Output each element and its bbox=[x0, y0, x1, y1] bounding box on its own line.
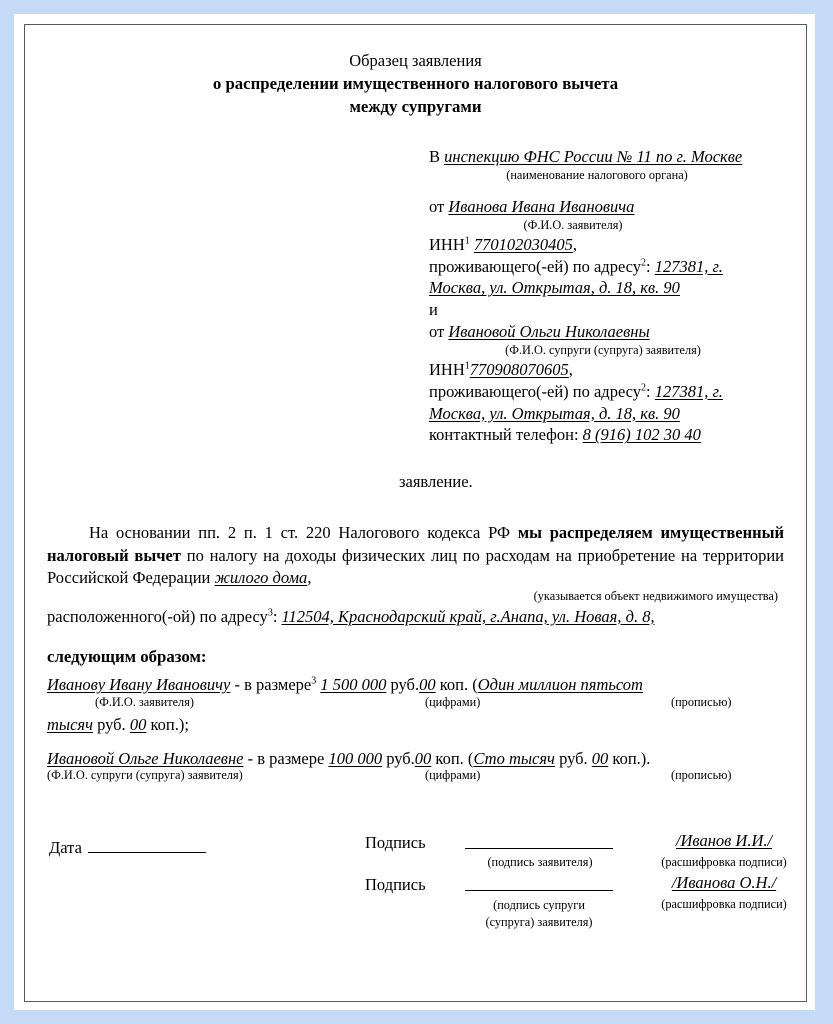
distribution-1-amount-words-2: тысяч bbox=[47, 714, 93, 734]
applicant-inn-value: 770102030405 bbox=[473, 234, 573, 254]
applicant-fio-caption: (Ф.И.О. заявителя) bbox=[523, 218, 623, 233]
distribution-2-captions bbox=[47, 768, 784, 785]
spacer bbox=[429, 183, 807, 196]
applicant-inn-footnote: 1 bbox=[464, 235, 470, 247]
spouse-phone-value: 8 (916) 102 30 40 bbox=[582, 425, 701, 445]
property-address-value: 112504, Краснодарский край, г.Анапа, ул. Новая, д. 8, bbox=[281, 606, 655, 626]
page-title bbox=[47, 51, 784, 117]
signature-blank-spouse[interactable] bbox=[465, 890, 613, 891]
signature-row-spouse bbox=[365, 873, 807, 897]
title-line-2: о распределении имущественного налогового вычета bbox=[212, 74, 619, 93]
signature-label-applicant: Подпись bbox=[365, 833, 426, 853]
distribution-1-dash: - в размере bbox=[230, 675, 312, 695]
applicant-inn-suffix: , bbox=[572, 234, 577, 254]
spouse-fio-caption: (Ф.И.О. супруги (супруга) заявителя) bbox=[505, 343, 701, 358]
distribution-1-caption-words: (прописью) bbox=[671, 694, 732, 709]
statement-word: заявление. bbox=[399, 472, 473, 492]
addressee-authority-value: инспекцию ФНС России № 11 по г. Москве bbox=[444, 147, 743, 166]
spacer bbox=[47, 735, 784, 741]
signature-blank-applicant[interactable] bbox=[465, 848, 613, 849]
distribution-2-caption-words: (прописью) bbox=[671, 768, 732, 783]
distribution-1-amount-digits: 1 500 000 bbox=[320, 675, 387, 695]
applicant-address-line-1: проживающего(-ей) по адресу$^2$: 127381, г. bbox=[429, 256, 723, 276]
body-paragraph bbox=[47, 522, 784, 588]
distribution-1-person: Иванову Ивану Ивановичу bbox=[47, 675, 231, 695]
signature-caption-spouse-line2: (супруга) заявителя) bbox=[485, 915, 593, 930]
distribution-1-captions bbox=[47, 695, 784, 712]
applicant-fio-value: Иванова Ивана Ивановича bbox=[448, 197, 635, 217]
signature-name-caption-spouse: (расшифровка подписи) bbox=[661, 897, 787, 912]
signature-row-applicant bbox=[365, 831, 807, 855]
spouse-phone-label: контактный телефон: bbox=[429, 425, 579, 445]
distribution-2-person: Ивановой Ольге Николаевне bbox=[47, 749, 244, 769]
spouse-inn-line bbox=[429, 359, 807, 381]
distribution-1-rub-label: руб. bbox=[390, 675, 420, 695]
distribution-2-amount-digits: 100 000 bbox=[328, 749, 383, 769]
distribution-2-caption-fio: (Ф.И.О. супруги (супруга) заявителя) bbox=[47, 768, 243, 783]
spouse-address-line-2 bbox=[429, 403, 807, 425]
distribution-1-kop-close: коп.); bbox=[150, 714, 189, 734]
spouse-inn-footnote: 1 bbox=[464, 360, 470, 372]
applicant-address-value-1: 127381, г. bbox=[654, 256, 723, 276]
document-page bbox=[24, 24, 807, 1002]
spouse-address-footnote: 2 bbox=[641, 382, 647, 394]
body-object-value: жилого дома bbox=[214, 567, 308, 587]
signature-caption-spouse bbox=[463, 897, 615, 930]
body-object-caption: (указывается объект недвижимого имущества) bbox=[533, 588, 778, 603]
distribution-1-footnote: 3 bbox=[311, 675, 317, 687]
spouse-fio-line bbox=[429, 321, 807, 343]
date-input-blank[interactable] bbox=[88, 837, 206, 853]
distribution-2-dash: - в размере bbox=[243, 749, 329, 769]
applicant-address-line-2 bbox=[429, 277, 807, 299]
spouse-address-value-2: Москва, ул. Открытая, д. 18, кв. 90 bbox=[429, 403, 680, 423]
distribution-2-kop-words: 00 bbox=[591, 749, 609, 769]
addressee-caption: (наименование налогового органа) bbox=[506, 167, 688, 182]
distribution-1-kop-digits: 00 bbox=[419, 675, 436, 695]
date-label: Дата bbox=[49, 838, 82, 858]
signature-block bbox=[47, 831, 787, 951]
property-address-footnote: 3 bbox=[267, 607, 273, 619]
applicant-address-footnote: 2 bbox=[641, 257, 647, 269]
spouse-address-label: проживающего(-ей) по адресу bbox=[429, 381, 642, 401]
property-address-colon: : bbox=[272, 606, 278, 626]
signature-name-caption-applicant: (расшифровка подписи) bbox=[661, 855, 787, 870]
distribution-row-1 bbox=[47, 674, 784, 695]
addressee-line bbox=[429, 146, 807, 168]
distribution-row-1-continued bbox=[47, 714, 784, 735]
applicant-fio-line bbox=[429, 196, 807, 218]
distribution-1-kop-words: 00 bbox=[129, 714, 147, 734]
spouse-address-value-1: 127381, г. bbox=[654, 381, 723, 401]
distribution-2-caption-digits: (цифрами) bbox=[425, 768, 481, 783]
spouse-inn-label: ИНН bbox=[429, 359, 465, 379]
signature-name-spouse: /Иванова О.Н./ bbox=[671, 873, 777, 893]
applicant-from-prefix: от bbox=[429, 197, 445, 217]
applicant-address-value-2: Москва, ул. Открытая, д. 18, кв. 90 bbox=[429, 278, 680, 298]
distribution-2-amount-words: Сто тысяч bbox=[473, 749, 555, 769]
date-field-row bbox=[49, 837, 206, 858]
property-address-label: расположенного(-ой) по адресу bbox=[47, 606, 268, 626]
spouse-phone-line bbox=[429, 424, 807, 446]
signature-captions-spouse bbox=[365, 897, 807, 933]
title-line-3: между супругами bbox=[349, 97, 482, 116]
body-part-3: , bbox=[307, 567, 312, 587]
spouse-from-prefix: от bbox=[429, 322, 445, 342]
applicant-inn-line bbox=[429, 234, 807, 256]
distribution-1-caption-fio: (Ф.И.О. заявителя) bbox=[95, 694, 194, 709]
body-bold-phrase: мы распределяем имущественный налоговый вычет bbox=[47, 523, 784, 565]
signature-columns bbox=[365, 831, 807, 933]
distribution-1-kop-label: коп. ( bbox=[439, 675, 478, 695]
distribution-1-caption-digits: (цифрами) bbox=[425, 694, 481, 709]
body-part-1: На основании пп. 2 п. 1 ст. 220 Налогового кодекса РФ bbox=[89, 523, 518, 543]
distribution-1-rub-label-2: руб. bbox=[97, 714, 126, 734]
distribution-row-2 bbox=[47, 748, 784, 769]
distribution-1-amount-words-1: Один миллион пятьсот bbox=[477, 675, 643, 695]
signature-captions-applicant bbox=[365, 855, 807, 873]
addressee-prefix: В bbox=[429, 147, 441, 166]
distribution-2-rub-label-2: руб. bbox=[559, 749, 588, 769]
applicant-address-label: проживающего(-ей) по адресу bbox=[429, 256, 642, 276]
document-paper-margin bbox=[14, 14, 815, 1010]
spouse-inn-value: 770908070605 bbox=[469, 359, 569, 379]
signature-caption-applicant: (подпись заявителя) bbox=[487, 855, 593, 870]
spouse-address-line-1: проживающего(-ей) по адресу$^2$: 127381, г. bbox=[429, 381, 723, 401]
distribution-2-kop-digits: 00 bbox=[414, 749, 432, 769]
property-address-line bbox=[47, 606, 784, 627]
signature-label-spouse: Подпись bbox=[365, 875, 426, 895]
signature-name-applicant: /Иванов И.И./ bbox=[675, 831, 773, 851]
applicant-inn-label: ИНН bbox=[429, 234, 465, 254]
distribution-2-kop-label: коп. ( bbox=[435, 749, 474, 769]
as-follows-heading: следующим образом: bbox=[47, 647, 207, 667]
distribution-2-rub-label: руб. bbox=[386, 749, 415, 769]
spouse-inn-suffix: , bbox=[568, 359, 573, 379]
addressee-block bbox=[429, 146, 807, 446]
body-part-2: по налогу на доходы физических лиц по расходам на приобретение на территории Российской Федерации bbox=[47, 545, 784, 587]
conjunction-line: и bbox=[429, 300, 438, 320]
signature-caption-spouse-line1: (подпись супруги bbox=[493, 898, 585, 913]
title-line-1: Образец заявления bbox=[349, 51, 482, 70]
distribution-2-kop-close: коп.). bbox=[612, 749, 651, 769]
spouse-fio-value: Ивановой Ольги Николаевны bbox=[448, 322, 650, 342]
